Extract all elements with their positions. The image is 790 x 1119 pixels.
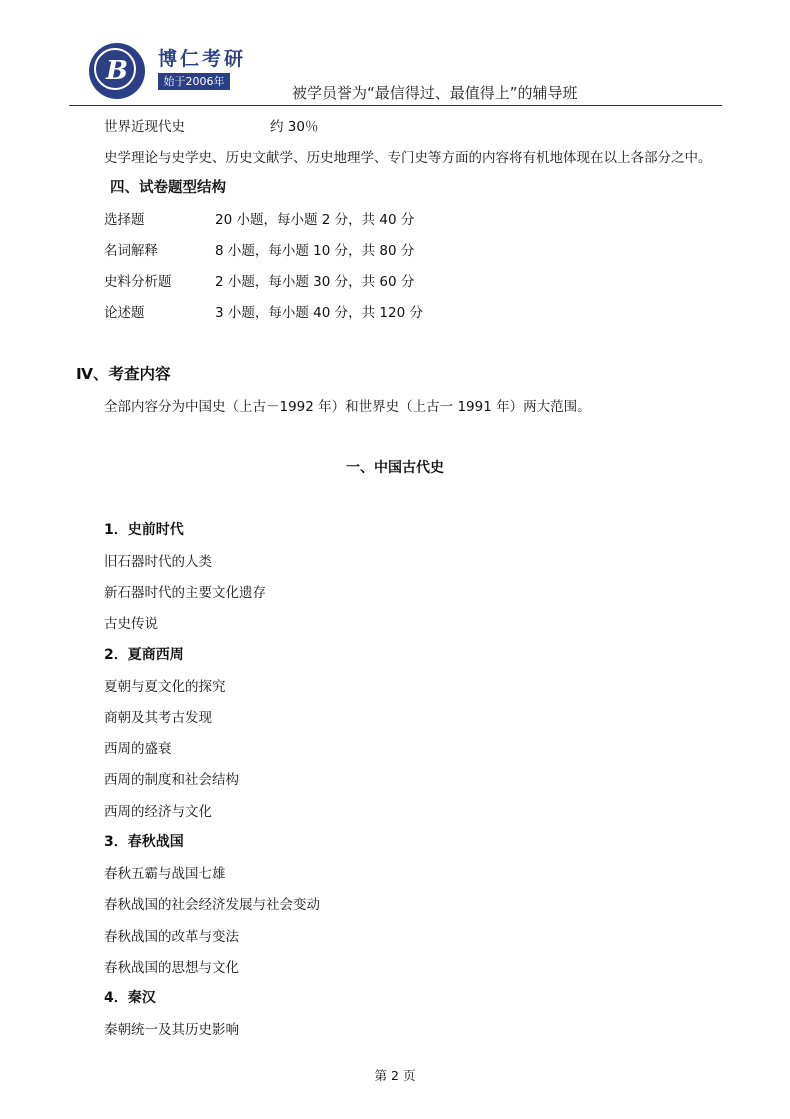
world-history-value: 约 30％ <box>270 119 319 135</box>
question-detail: 2 小题，每小题 30 分，共 60 分 <box>215 274 415 290</box>
topic-item: 春秋战国的思想与文化 <box>104 960 239 976</box>
header-slogan: 被学员誉为“最信得过、最值得上”的辅导班 <box>292 84 578 102</box>
part1-title: 一、中国古代史 <box>346 460 444 476</box>
topic-item: 商朝及其考古发现 <box>104 710 212 726</box>
topic-item: 新石器时代的主要文化遗存 <box>104 585 266 601</box>
question-type: 史料分析题 <box>104 274 172 290</box>
question-detail: 8 小题，每小题 10 分，共 80 分 <box>215 243 415 259</box>
header-divider <box>69 105 722 106</box>
subsection-heading: 4．秦汉 <box>104 990 156 1006</box>
question-detail: 3 小题，每小题 40 分，共 120 分 <box>215 305 423 321</box>
topic-item: 秦朝统一及其历史影响 <box>104 1022 239 1038</box>
logo-letter: B <box>106 56 128 86</box>
page-number: 第 2 页 <box>374 1068 416 1083</box>
subsection-heading: 3．春秋战国 <box>104 834 184 850</box>
brand-logo <box>89 43 145 99</box>
topic-item: 西周的盛衰 <box>104 741 172 757</box>
topic-item: 古史传说 <box>104 616 158 632</box>
topic-item: 西周的制度和社会结构 <box>104 772 239 788</box>
topic-item: 春秋战国的改革与变法 <box>104 929 239 945</box>
brand-name: 博仁考研 <box>158 48 247 70</box>
subsection-heading: 1．史前时代 <box>104 522 184 538</box>
question-type: 名词解释 <box>104 243 158 259</box>
topic-item: 夏朝与夏文化的探究 <box>104 679 226 695</box>
topic-item: 春秋战国的社会经济发展与社会变动 <box>104 897 320 913</box>
coverage-note: 史学理论与史学史、历史文献学、历史地理学、专门史等方面的内容将有机地体现在以上各部分之中。 <box>104 150 712 166</box>
topic-item: 旧石器时代的人类 <box>104 554 212 570</box>
section4-title: 四、试卷题型结构 <box>110 180 226 196</box>
section-iv-intro: 全部内容分为中国史（上古－1992 年）和世界史（上古一 1991 年）两大范围。 <box>104 399 591 415</box>
brand-tagline: 始于2006年 <box>158 73 230 90</box>
question-type: 论述题 <box>104 305 145 321</box>
question-detail: 20 小题，每小题 2 分，共 40 分 <box>215 212 415 228</box>
world-history-label: 世界近现代史 <box>104 119 185 135</box>
topic-item: 西周的经济与文化 <box>104 804 212 820</box>
section-iv-title: Ⅳ、考查内容 <box>76 365 171 383</box>
subsection-heading: 2．夏商西周 <box>104 647 184 663</box>
topic-item: 春秋五霸与战国七雄 <box>104 866 226 882</box>
question-type: 选择题 <box>104 212 145 228</box>
